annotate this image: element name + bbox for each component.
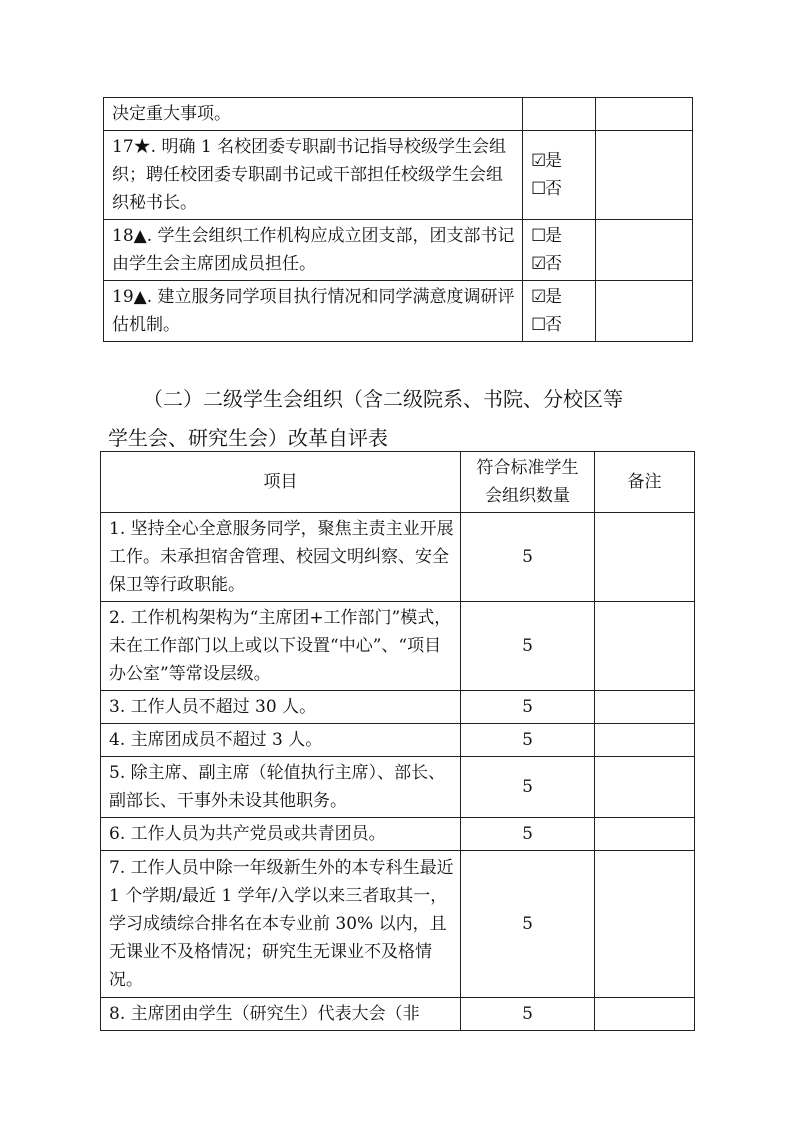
- count-cell: 5: [461, 691, 595, 724]
- header-count-line-1: 符合标准学生: [476, 458, 579, 478]
- table-header-row: [101, 452, 695, 513]
- checkbox-unchecked-icon: ☐: [531, 179, 547, 199]
- note-cell: [596, 98, 693, 131]
- option-label: 否: [545, 315, 562, 335]
- table-row: [101, 691, 695, 724]
- note-cell: [596, 131, 693, 220]
- table-row: [104, 98, 693, 131]
- table-row: [104, 131, 693, 220]
- count-cell: 5: [461, 602, 595, 691]
- count-cell: 5: [461, 818, 595, 851]
- option-label: 否: [545, 179, 562, 199]
- option-label: 是: [545, 151, 562, 171]
- table-row: [101, 998, 695, 1031]
- header-note: 备注: [595, 452, 695, 513]
- count-cell: 5: [461, 724, 595, 757]
- table-row: [104, 220, 693, 281]
- self-evaluation-table-1: [103, 97, 693, 342]
- checkbox-checked-icon: ☑: [531, 254, 547, 274]
- header-count-line-2: 会组织数量: [485, 486, 570, 506]
- note-cell: [595, 757, 695, 818]
- item-text: 6. 工作人员为共产党员或共青团员。: [101, 818, 461, 851]
- option-label: 否: [545, 254, 562, 274]
- count-cell: 5: [461, 998, 595, 1031]
- option-yes[interactable]: [531, 283, 595, 311]
- item-text: 决定重大事项。: [104, 98, 523, 131]
- count-cell: 5: [461, 757, 595, 818]
- header-count: [461, 452, 595, 513]
- item-text: 4. 主席团成员不超过 3 人。: [101, 724, 461, 757]
- section-heading-line-1: （二）二级学生会组织（含二级院系、书院、分校区等: [143, 387, 623, 411]
- table-row: [104, 281, 693, 342]
- option-no[interactable]: [531, 250, 595, 278]
- table-row: [101, 757, 695, 818]
- item-text: 17★. 明确 1 名校团委专职副书记指导校级学生会组织；聘任校团委专职副书记或干部担任校级学生会组织秘书长。: [104, 131, 523, 220]
- option-no[interactable]: [531, 175, 595, 203]
- checkbox-checked-icon: ☑: [531, 151, 547, 171]
- item-text: 1. 坚持全心全意服务同学，聚焦主责主业开展工作。未承担宿舍管理、校园文明纠察、安全保卫等行政职能。: [101, 513, 461, 602]
- note-cell: [595, 818, 695, 851]
- item-text: 7. 工作人员中除一年级新生外的本专科生最近 1 个学期/最近 1 学年/入学以来三者取其一，学习成绩综合排名在本专业前 30% 以内，且无课业不及格情况；研究生无课业不及格情况。: [101, 851, 461, 998]
- note-cell: [595, 724, 695, 757]
- option-cell: [523, 281, 596, 342]
- item-text: 2. 工作机构架构为“主席团+工作部门”模式，未在工作部门以上或以下设置“中心”、“项目办公室”等常设层级。: [101, 602, 461, 691]
- note-cell: [595, 513, 695, 602]
- option-no[interactable]: [531, 311, 595, 339]
- option-yes[interactable]: [531, 222, 595, 250]
- table-row: [101, 818, 695, 851]
- checkbox-unchecked-icon: ☐: [531, 315, 547, 335]
- count-cell: 5: [461, 513, 595, 602]
- checkbox-unchecked-icon: ☐: [531, 226, 547, 246]
- option-label: 是: [545, 287, 562, 307]
- checkbox-checked-icon: ☑: [531, 287, 547, 307]
- item-text: 19▲. 建立服务同学项目执行情况和同学满意度调研评估机制。: [104, 281, 523, 342]
- table-row: [101, 513, 695, 602]
- section-heading-line-2: 学生会、研究生会）改革自评表: [108, 426, 388, 450]
- table-row: [101, 602, 695, 691]
- count-cell: 5: [461, 851, 595, 998]
- item-text: 5. 除主席、副主席（轮值执行主席）、部长、副部长、干事外未设其他职务。: [101, 757, 461, 818]
- option-label: 是: [545, 226, 562, 246]
- note-cell: [596, 220, 693, 281]
- header-item: 项目: [101, 452, 461, 513]
- table-row: [101, 851, 695, 998]
- option-cell: [523, 98, 596, 131]
- option-cell: [523, 131, 596, 220]
- note-cell: [595, 691, 695, 724]
- note-cell: [595, 851, 695, 998]
- item-text: 8. 主席团由学生（研究生）代表大会（非: [101, 998, 461, 1031]
- table-row: [101, 724, 695, 757]
- note-cell: [595, 998, 695, 1031]
- item-text: 3. 工作人员不超过 30 人。: [101, 691, 461, 724]
- note-cell: [595, 602, 695, 691]
- option-cell: [523, 220, 596, 281]
- note-cell: [596, 281, 693, 342]
- self-evaluation-table-2: [100, 451, 695, 1031]
- option-yes[interactable]: [531, 147, 595, 175]
- item-text: 18▲. 学生会组织工作机构应成立团支部，团支部书记由学生会主席团成员担任。: [104, 220, 523, 281]
